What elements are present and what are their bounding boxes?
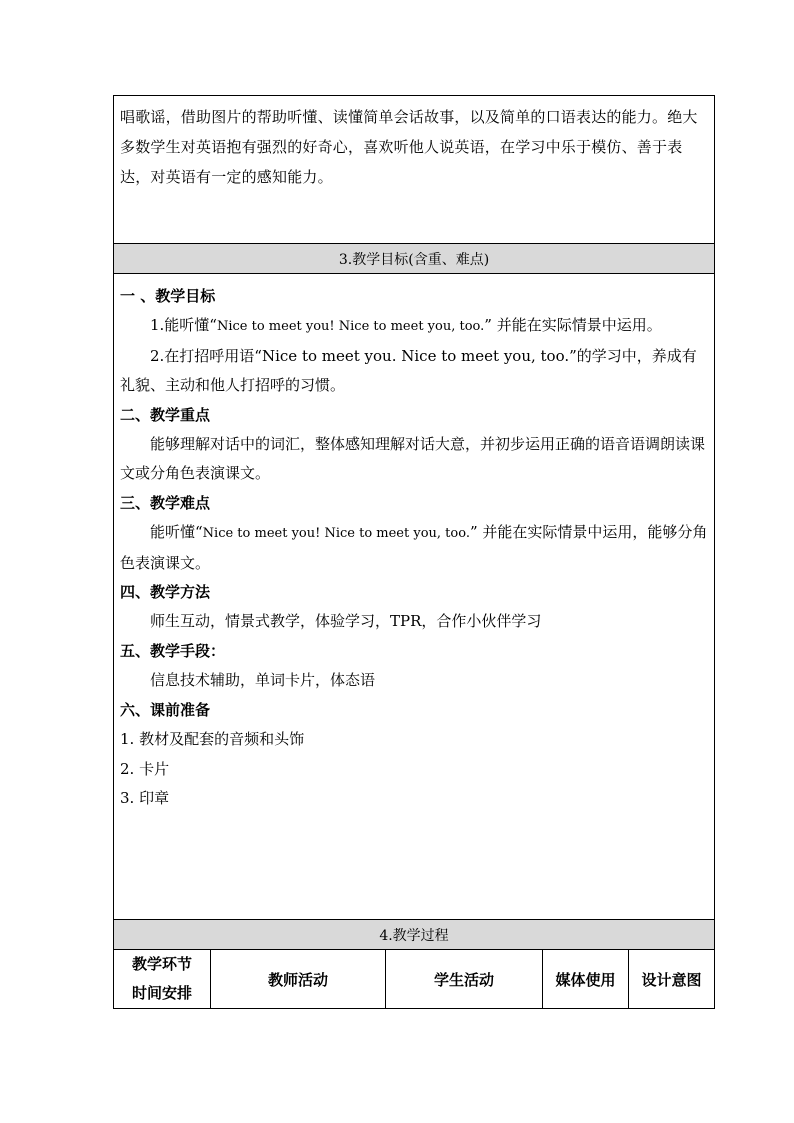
intro-cell (114, 96, 715, 244)
goals-cell (114, 274, 715, 920)
heading-goals: 一 、教学目标 (120, 287, 216, 305)
goal-2: 2.在打招呼用语“Nice to meet you. Nice to meet you, too.”的学习中，养成有礼貌、主动和他人打招呼的习惯。 (120, 346, 697, 395)
section-3-title: 3.教学目标(含重、难点) (114, 244, 715, 274)
heading-methods: 四、教学方法 (120, 583, 211, 602)
methods-text: 师生互动，情景式教学，体验学习，TPR，合作小伙伴学习 (150, 612, 542, 631)
difficulties-text: 能听懂“Nice to meet you! Nice to meet you, too.” 并能在实际情景中运用，能够分角色表演课文。 (120, 523, 708, 572)
heading-preparation: 六、课前准备 (120, 700, 211, 719)
goal-1-english: Nice to meet you! Nice to meet you, too. (216, 319, 485, 335)
means-text: 信息技术辅助，单词卡片，体态语 (150, 671, 376, 690)
section-4-title: 4.教学过程 (114, 920, 715, 950)
lesson-plan-table (113, 95, 715, 1009)
column-header-media: 媒体使用 (543, 950, 629, 1009)
heading-means: 五、教学手段： (120, 641, 226, 660)
column-header-intent: 设计意图 (629, 950, 715, 1009)
column-header-student: 学生活动 (386, 950, 543, 1009)
key-points-text: 能够理解对话中的词汇，整体感知理解对话大意，并初步运用正确的语音语调朗读课文或分角色表演课文。 (120, 435, 706, 483)
goal-1: 1.能听懂“Nice to meet you! Nice to meet you, too.” 并能在实际情景中运用。 (150, 316, 662, 335)
prep-item: 3. 印章 (120, 788, 170, 807)
column-header-stage-time: 教学环节 时间安排 (114, 950, 211, 1009)
prep-item: 1. 教材及配套的音频和头饰 (120, 730, 305, 749)
heading-difficulties: 三、教学难点 (120, 493, 211, 512)
heading-key-points: 二、教学重点 (120, 405, 211, 424)
difficulties-english: Nice to meet you! Nice to meet you, too. (202, 526, 470, 542)
column-header-teacher: 教师活动 (211, 950, 386, 1009)
intro-paragraph: 唱歌谣，借助图片的帮助听懂、读懂简单会话故事，以及简单的口语表达的能力。绝大多数学生对英语抱有强烈的好奇心，喜欢听他人说英语，在学习中乐于模仿、善于表达，对英语有一定的感知能力。 (120, 108, 698, 186)
prep-item: 2. 卡片 (120, 759, 170, 778)
